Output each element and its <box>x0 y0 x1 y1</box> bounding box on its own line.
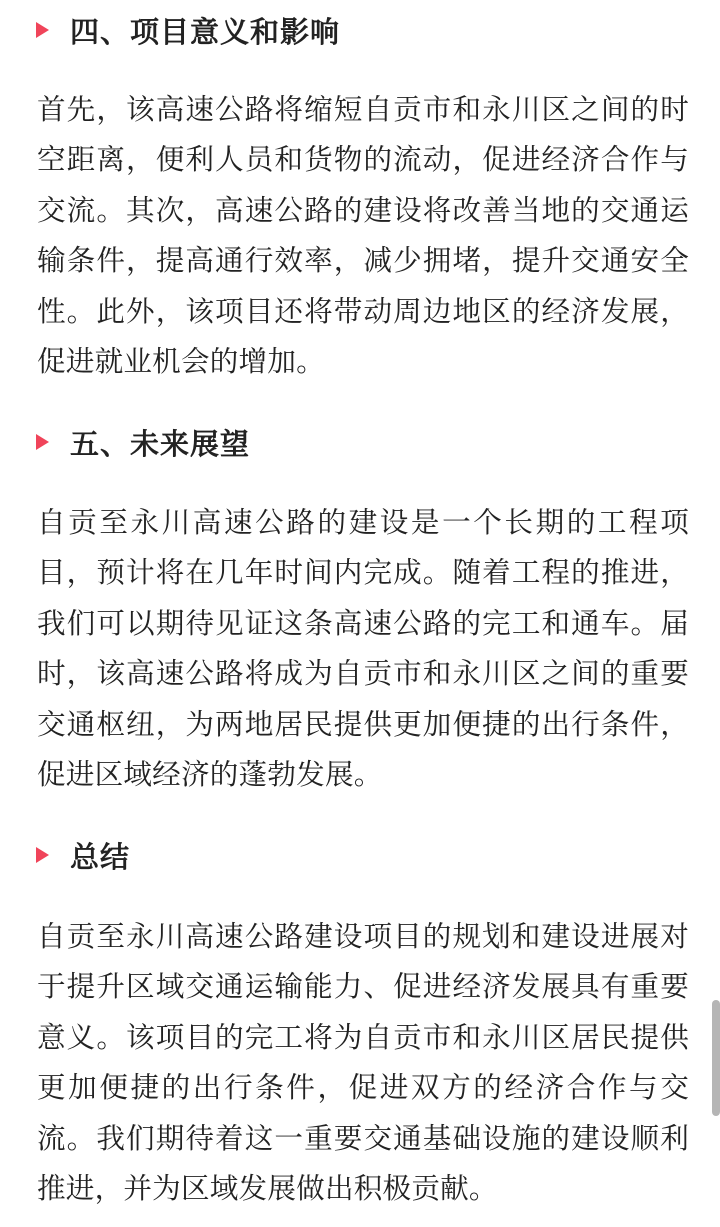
section-heading-outlook <box>36 422 250 462</box>
section-heading-summary <box>36 835 130 875</box>
section-title: 总结 <box>70 839 131 874</box>
scrollbar-thumb[interactable] <box>712 1000 720 1116</box>
section-heading-significance <box>36 10 340 50</box>
section-paragraph-significance: 首先，该高速公路将缩短自贡市和永川区之间的时空距离，便利人员和货物的流动，促进经济合作与交流。其次，高速公路的建设将改善当地的交通运输条件，提高通行效率，减少拥堵，提升交通安全性。此外，该项目还将带动周边地区的经济发展，促进就业机会的增加。 <box>37 92 689 379</box>
section-paragraph-outlook: 自贡至永川高速公路的建设是一个长期的工程项目，预计将在几年时间内完成。随着工程的推进，我们可以期待见证这条高速公路的完工和通车。届时，该高速公路将成为自贡市和永川区之间的重要交通枢纽，为两地居民提供更加便捷的出行条件，促进区域经济的蓬勃发展。 <box>37 505 689 792</box>
section-paragraph-summary: 自贡至永川高速公路建设项目的规划和建设进展对于提升区域交通运输能力、促进经济发展具有重要意义。该项目的完工将为自贡市和永川区居民提供更加便捷的出行条件，促进双方的经济合作与交流。我们期待着这一重要交通基础设施的建设顺利推进，并为区域发展做出积极贡献。 <box>37 919 689 1206</box>
play-triangle-icon <box>36 434 49 450</box>
play-triangle-icon <box>36 847 49 863</box>
play-triangle-icon <box>36 22 49 38</box>
section-title: 四、项目意义和影响 <box>70 14 341 49</box>
section-title: 五、未来展望 <box>70 426 251 461</box>
